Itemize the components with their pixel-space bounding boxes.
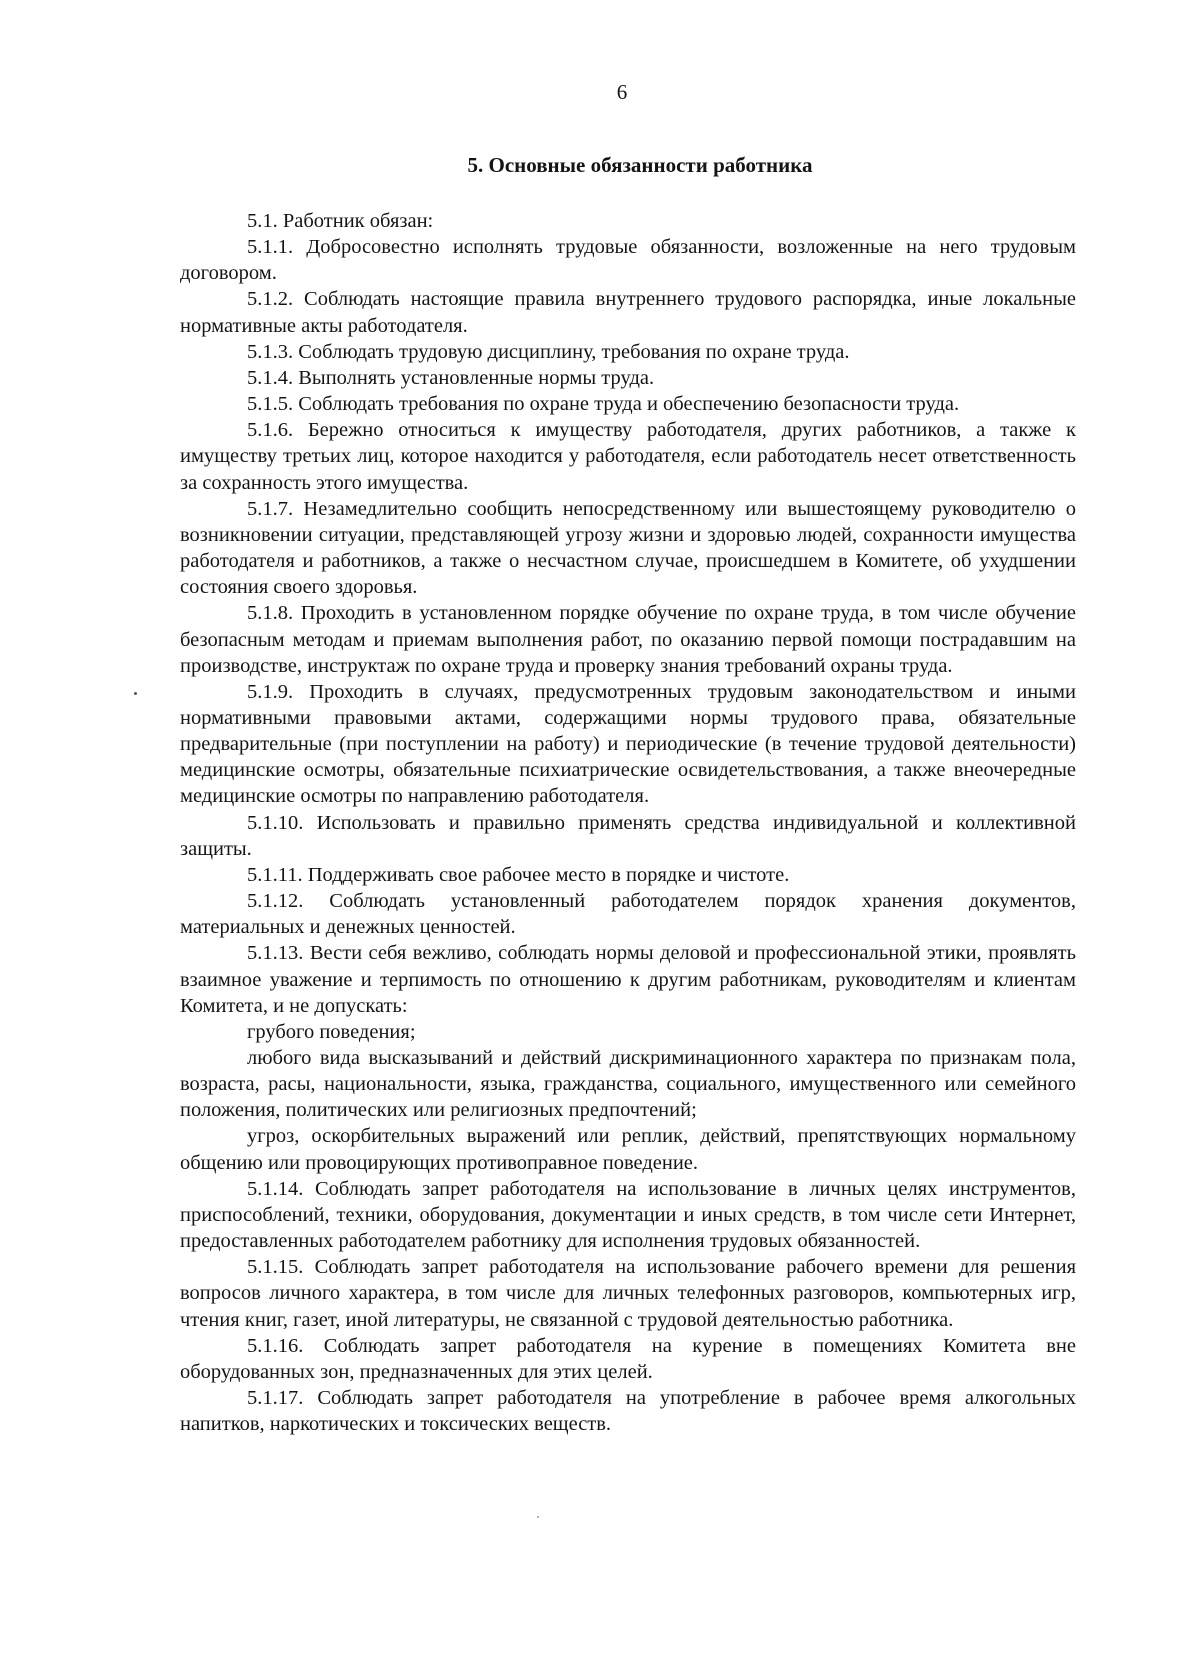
paragraph-5-1-3: 5.1.3. Соблюдать трудовую дисциплину, требования по охране труда. xyxy=(247,340,850,363)
scan-speck xyxy=(537,1516,539,1518)
paragraph-5-1-16: 5.1.16. Соблюдать запрет работодателя на курение в помещениях Комитета вне оборудованных зон, предназначенных для этих целей. xyxy=(180,1334,1076,1383)
paragraph-5-1-13-item-1: грубого поведения; xyxy=(247,1020,416,1043)
paragraph-5-1-6: 5.1.6. Бережно относиться к имуществу работодателя, других работников, а также к имуществу третьих лиц, которое находится у работодателя, если работодатель несет ответственность за сохранность этого имущества. xyxy=(180,419,1076,494)
page-number: 6 xyxy=(616,80,628,104)
paragraph-5-1-4: 5.1.4. Выполнять установленные нормы труда. xyxy=(247,366,655,389)
paragraph-5-1-17: 5.1.17. Соблюдать запрет работодателя на употребление в рабочее время алкогольных напитков, наркотических и токсических веществ. xyxy=(180,1387,1076,1436)
paragraph-5-1: 5.1. Работник обязан: xyxy=(247,210,434,232)
paragraph-5-1-10: 5.1.10. Использовать и правильно применять средства индивидуальной и коллективной защиты. xyxy=(180,811,1076,860)
scan-speck xyxy=(134,692,137,695)
document-body xyxy=(180,208,1076,1437)
paragraph-5-1-14: 5.1.14. Соблюдать запрет работодателя на использование в личных целях инструментов, приспособлений, техники, оборудования, документации и иных средств, в том числе сети Интернет, предоставленных работодателем работнику для исполнения трудовых обязанностей. xyxy=(180,1177,1076,1253)
paragraph-5-1-9: 5.1.9. Проходить в случаях, предусмотренных трудовым законодательством и иными нормативными правовыми актами, содержащими нормы трудового права, обязательные предварительные (при поступлении на работу) и периодические (в течение трудовой деятельности) медицинские осмотры, обязательные психиатрические освидетельствования, а также внеочередные медицинские осмотры по направлению работодателя. xyxy=(180,680,1076,808)
paragraph-5-1-13-item-3: угроз, оскорбительных выражений или реплик, действий, препятствующих нормальному общению или провоцирующих противоправное поведение. xyxy=(180,1125,1076,1174)
section-title: 5. Основные обязанности работника xyxy=(467,153,813,177)
paragraph-5-1-15: 5.1.15. Соблюдать запрет работодателя на использование рабочего времени для решения вопросов личного характера, в том числе для личных телефонных разговоров, компьютерных игр, чтения книг, газет, иной литературы, не связанной с трудовой деятельностью работника. xyxy=(180,1256,1076,1331)
paragraph-5-1-13-item-2: любого вида высказываний и действий дискриминационного характера по признакам пола, возраста, расы, национальности, языка, гражданства, социального, имущественного или семейного положения, политических или религиозных предпочтений; xyxy=(180,1047,1076,1122)
paragraph-5-1-5: 5.1.5. Соблюдать требования по охране труда и обеспечению безопасности труда. xyxy=(247,393,960,416)
paragraph-5-1-8: 5.1.8. Проходить в установленном порядке обучение по охране труда, в том числе обучение безопасным методам и приемам выполнения работ, по оказанию первой помощи пострадавшим на производстве, инструктаж по охране труда и проверку знания требований охраны труда. xyxy=(180,602,1076,677)
paragraph-5-1-11: 5.1.11. Поддерживать свое рабочее место в порядке и чистоте. xyxy=(247,863,790,886)
paragraph-5-1-13: 5.1.13. Вести себя вежливо, соблюдать нормы деловой и профессиональной этики, проявлять взаимное уважение и терпимость по отношению к другим работникам, руководителям и клиентам Комитета, и не допускать: xyxy=(180,942,1076,1017)
paragraph-5-1-1: 5.1.1. Добросовестно исполнять трудовые обязанности, возложенные на него трудовым договором. xyxy=(180,236,1076,285)
paragraph-5-1-2: 5.1.2. Соблюдать настоящие правила внутреннего трудового распорядка, иные локальные нормативные акты работодателя. xyxy=(180,288,1076,337)
paragraph-5-1-12: 5.1.12. Соблюдать установленный работодателем порядок хранения документов, материальных и денежных ценностей. xyxy=(180,890,1076,939)
paragraph-5-1-7: 5.1.7. Незамедлительно сообщить непосредственному или вышестоящему руководителю о возникновении ситуации, представляющей угрозу жизни и здоровью людей, сохранности имущества работодателя и работников, а также о несчастном случае, происшедшем в Комитете, об ухудшении состояния своего здоровья. xyxy=(180,497,1076,599)
